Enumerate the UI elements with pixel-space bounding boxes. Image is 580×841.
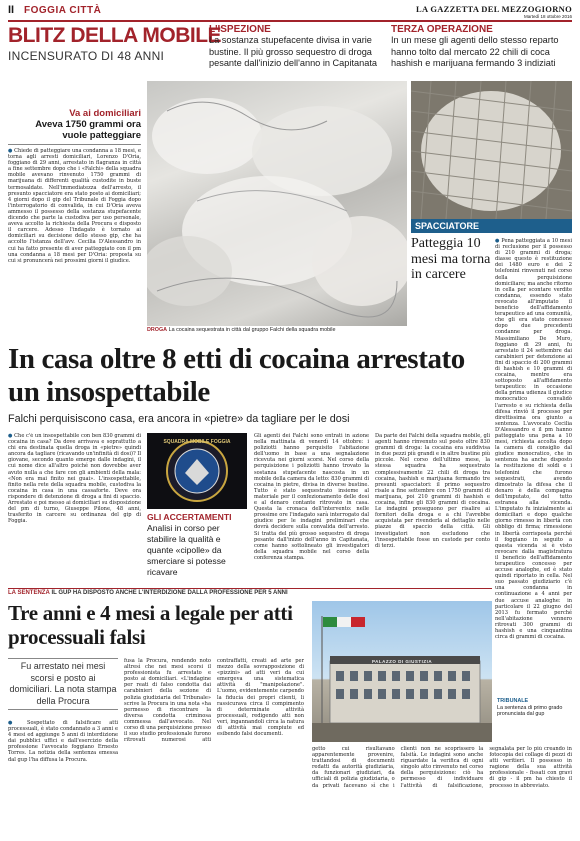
tribunale-caption (497, 698, 572, 718)
terza-kicker: TERZA OPERAZIONE (391, 24, 493, 35)
blitz-title: BLITZ DELLA MOBILE (8, 24, 222, 47)
bullet-icon: ● (8, 148, 15, 154)
terza-block (391, 24, 572, 70)
spacciatore-body: ● Pena patteggiata a 10 mesi di reclusione per il possesso di 210 grammi di droga; diasse questo è restituzione dei 1480 euro e dei 2 telefonini rinvenuti nel corso della perquisizione domiciliare; ma anche ritorno in cella per scontare verdite condanna, essendo stato revocato all'imputato il beneficio dell'affidamento terapeutico ad una comunità, che gli era stato concesso dopo due precedenti condanne per droga. Massimiliano De Muro, foggiano di 29 anni, fu arrestato il 24 settembre dai carabinieri per detenzione ai fini di spaccio di 200 grammi di hashish e 10 grammi di cocaina, mentre era sottoposto all'affidamento terapeutico: in occasione della prima udienza il giudice monocratico convalidò l'arresto e su richiesta della difesa rinviò il processo per direttissima ora giunto a sentenza. L'avvocato Cecilia D'Alessandro e il pm hanno patteggiato una pena a 10 mesi, richiesta accolta dopo la camera di consiglio dal giudice monocratico, che in sentenza ha anche disposto la restituzione di soldi e i telefonini che furono sequestrati, avendo dimostrato la difesa che il denaro è della compagna dell'imputato, del tutto estranea alla vicenda. L'imputato fu inizialmente ai domiciliari e dopo qualche giorno rimesso in libertà con obbligo di firma; rimessione in libertà corrisposta perché il foggiano in seguito a questa vicenda si è visto revocare dalla magistratura il beneficio dell'affidamento terapeutico concesso per accuse analoghe, ed è stato quindi riportato in cella. Nel suo passato giudiziario c'è una condanna in continuazione a 4 anni per due accuse analoghe: in particolare il 22 giugno del 2013 fu fermato perché nell'abitazione vennero ritrovati 300 grammi di hashish e una cinquantina circa di grammi di cocaina. (495, 238, 572, 641)
main-deck: Falchi perquisiscono casa, era ancora in «pietre» da tagliare per le dosi (8, 413, 350, 425)
sidebar-domiciliari (8, 108, 141, 348)
cocaine-photo (147, 81, 407, 326)
sidebar-body: ● Chiede di patteggiare una condanna a 18 mesi, e torna agli arresti domiciliari, Lorenzo D'Oria, foggiano di 29 anni, arrestato in flagranza in città a fine settembre dopo che i «Falchi» della squadra mobile avevano rinvenuto 1750 grammi di marijuana di differenti qualità custodite in buste termosaldate. Nell'immediatezza dell'arresto, il presunto spacciatore era stato posto ai domiciliari; 4 giorni dopo il gip del Tribunale di Foggia dopo l'interrogatorio di convalida, in cui D'Oria aveva ammesso il possesso della sostanza stupefacente dicendo che parte la custodiva per uso personale, aveva accolto la richiesta della Procura e disposto il carcere. Adesso l'indagato è tornato ai domiciliari su decisione dello stesso gip, che ha accolto l'istanza dell'avv. Cecilia D'Alessandro in cui ha fatto presente di aver patteggiato con il pm una condanna a 18 mesi per D'Oria: proposta su cui si pronuncerà nei prossimi giorni il giudice. (8, 148, 141, 264)
ispezione-block (209, 24, 384, 70)
building-sign: PALAZZO DI GIUSTIZIA (372, 659, 433, 664)
main-body-col2: Gli agenti dei Falchi sono entrati in azione nella mattinata di venerdì 14 ottobre: i poliziotti hanno perquisito l'abitazione dell'uomo in base a una segnalazione ricevuta nei giorni scorsi. Nel corso della perquisizione i poliziotti hanno trovato la sostanza stupefacente nascosta in un mobile della camera da letto: 830 grammi di cocaina in pietre, divisa in diverse bustine. Tutto è stato sequestrato insieme al materiale per il confezionamento delle dosi e al denaro contante ritrovato in casa. Questa la cronaca dell'intervento: nelle prossime ore l'indagato sarà interrogato dal giudice per le indagini preliminari che dovrà decidere sulla convalida dell'arresto. Si tratta del più grosso sequestro di droga pesante dall'inizio dell'anno in Capitanata, come hanno sottolineato gli investigatori della squadra mobile nel corso della conferenza stampa. (254, 433, 369, 561)
main-body-col1: ● Che c'è un insospettabile con ben 830 grammi di cocaina in casa? Da dove arrivava e soprattutto a chi era destinata quella droga in «pietre» quindi ancora da tagliare (ricavando un'infinità di dosi)? Il giovane, secondo quanto emerge dalle indagini, il cui nome dice all'altro poiché non dovrebbe aver avuto nulla a che fare con gli ambienti della mala: «Non era mai finito nei guai». L'insospettabile, finito nella rete della squadra mobile, custodiva la cocaina in casa in una cassaforte. Deve ora rispondere di detenzione di droga a fini di spaccio. Arrestato e poi messo ai domiciliari su disposizione del pm di turno, Giuseppe Pilone, 48 anni, trasferito in carcere su ordinanza del gip di Foggia. (8, 433, 141, 525)
bullet-icon: ● (8, 720, 27, 726)
sentenza-strip (8, 590, 492, 596)
section-label: FOGGIA CITTÀ (24, 5, 102, 16)
photo-caption (147, 327, 407, 333)
tribunale-headline: Tre anni e 4 mesi a legale per atti processuali falsi (8, 601, 293, 649)
blitz-subtitle: INCENSURATO DI 48 ANNI (8, 49, 165, 63)
terza-text: In un mese gli agenti dello stesso reparto hanno tolto dal mercato 22 chili di coca hashish e marijuana fermando 3 indiziati (391, 35, 559, 68)
sentenza-text: IL GUP HA DISPOSTO ANCHE L'INTERDIZIONE DALLA PROFESSIONE PER 5 ANNI (51, 590, 288, 596)
courthouse-illustration (312, 601, 492, 742)
header-rule (8, 20, 572, 22)
caption-text: La cocaina sequestrata in città dal gruppo Falchi della squadra mobile (168, 327, 336, 333)
drug-bags-illustration (147, 81, 407, 326)
page-number: II (8, 4, 15, 16)
caption-label: DROGA (147, 327, 168, 333)
tribunale-body-right: getto cui risultavano apparentemente provenire, trattandosi di documenti redatti da autorità giudiziaria, da funzionari giudiziari, da ufficiali di polizia giudiziaria, o da privati facevano sì che i clienti non ne scoprissero la falsità. Le indagini sono anche riguardate la verifica di ogni singolo atto rinvenuto nel corso della perquisizione: ciò ha permesso di individuare l'attività di falsificazione, segnalata per lo più creando in fotocopia dei collage di pezzi di atti veritieri. Il possesso in ragione della sua attività professionale - fissati con gravi di gip - il pm ha chiesto il processo in abbreviato. (312, 746, 572, 789)
main-body-col3: Da parte dei Falchi della squadra mobile, gli agenti hanno rinvenuto sul posto oltre 830 grammi di droga: la cocaina era suddivisa in due pezzi più grandi e in altre bustine più piccole. Nel corso dell'ultimo mese, la stessa squadra ha sequestrato complessivamente 22 chili di droga tra cocaina, hashish e marijuana fermando tre presunti spacciatori: il primo sequestro risale a fine settembre con 1750 grammi di marijuana, poi 210 grammi di hashish e cocaina, infine gli 830 grammi di cocaina. Le indagini proseguono per risalire ai fornitori della droga e a chi l'avrebbe acquistata per rivenderla al dettaglio nelle piazze di spaccio della città. Gli investigatori non escludono che l'insospettabile fosse un custode per conto di terzi. (375, 433, 490, 549)
ispezione-kicker: L'ISPEZIONE (209, 24, 271, 35)
spacciatore-kicker: SPACCIATORE (411, 219, 572, 233)
section-rule (8, 588, 492, 589)
accertamenti-text: Analisi in corso per stabilire la qualità e quante «cipolle» da smerciare si potesse ricavare (147, 523, 226, 577)
tribunale-caption-text: La sentenza di primo grado pronunciata dal gup (497, 704, 563, 718)
accertamenti-kicker: GLI ACCERTAMENTI (147, 512, 232, 522)
tribunale-body-mid: fusa la Procura, rendendo noto altresì che nei mesi scorsi il professionista fu arrestato e posto ai domiciliari. «L'indagine per reati di falso condotta dai carabinieri della sezione di polizia giudiziaria del Tribunale» scrive la Procura in una nota «ha permesso di riscontrare la diversa condotta criminosa commessa dall'avvocato. Nel corso di una perquisizione presso il suo studio professionale furono ritrovati numerosi atti contraffatti, creati ad arte per mezzo della sovrapposizione di «pizzini» ad atti veri da cui emergeva una sistematica attività di "manipolazione". L'uomo, evidentemente carpendo la fiducia dei propri clienti, li rassicurava circa il compimento di determinate attività processuali, redigendo atti non veri, ingannandoli circa la natura di attività mai compiute ed esibendo falsi documenti. (124, 658, 304, 744)
blitz-block (8, 24, 222, 63)
spacciatore-title: Patteggia 10 mesi ma torna in carcere (411, 236, 491, 282)
masthead: LA GAZZETTA DEL MEZZOGIORNO (415, 4, 572, 14)
main-headline: In casa oltre 8 etti di cocaina arrestato un insospettabile (8, 343, 465, 408)
sidebar-title: Aveva 1750 grammi ora vuole patteggiare (35, 119, 141, 141)
court-building-photo (312, 601, 492, 742)
squadra-mobile-badge (147, 433, 247, 509)
badge-text: SQUADRA MOBILE FOGGIA (163, 439, 231, 445)
ispezione-text: La sostanza stupefacente divisa in varie bustine. Il più grosso sequestro di droga pesante dall'inizio dell'anno in Capitanata (209, 35, 377, 68)
tribunale-body-left: ● Sospettato di falsificare atti processuali, è stato condannato a 3 anni e 4 mesi ed aggiunge 5 anni di interdizione dai pubblici uffici e dall'esercizio della professione l'avvocato foggiano Ernesto Torres. La notizia della sentenza emessa dal gup l'ha diffusa la Procura. (8, 720, 118, 763)
bullet-icon: ● (8, 433, 15, 439)
seized-goods-photo (411, 81, 572, 219)
net-bag-illustration (411, 81, 572, 219)
accertamenti-block (147, 512, 247, 578)
sentenza-label: LA SENTENZA (8, 590, 50, 596)
issue-date: Martedì 18 ottobre 2016 (523, 14, 572, 19)
tribunale-pullquote: Fu arrestato nei mesi scorsi e posto ai domiciliari. La nota stampa della Procura (8, 658, 118, 710)
tribunale-caption-label: TRIBUNALE (497, 698, 529, 704)
bullet-icon: ● (495, 238, 502, 244)
page-header (8, 4, 572, 18)
sidebar-kicker: Va ai domiciliari (69, 108, 141, 119)
